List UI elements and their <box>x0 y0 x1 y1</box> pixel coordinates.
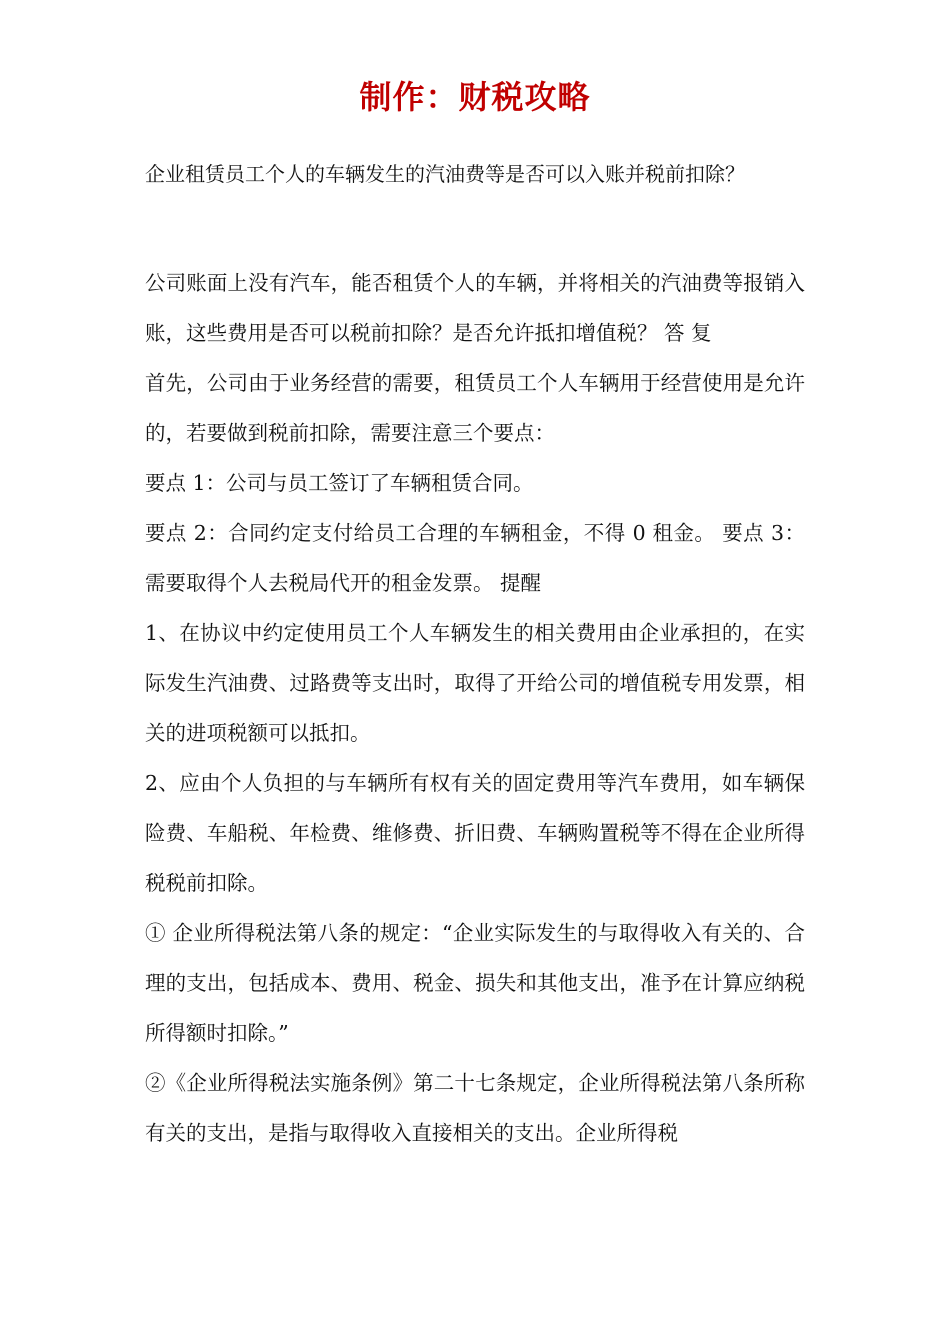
paragraph: 要点 1：公司与员工签订了车辆租赁合同。 <box>145 471 534 495</box>
paragraph: 首先，公司由于业务经营的需要，租赁员工个人车辆用于经营使用是允许的，若要做到税前扣除，需要注意三个要点： <box>145 371 805 445</box>
document-body <box>145 258 805 1158</box>
paragraph: ②《企业所得税法实施条例》第二十七条规定，企业所得税法第八条所称有关的支出，是指与取得收入直接相关的支出。企业所得税 <box>145 1071 805 1145</box>
paragraph: 2、应由个人负担的与车辆所有权有关的固定费用等汽车费用，如车辆保险费、车船税、年检费、维修费、折旧费、车辆购置税等不得在企业所得税税前扣除。 <box>145 771 805 895</box>
paragraph: ① 企业所得税法第八条的规定：“企业实际发生的与取得收入有关的、合理的支出，包括成本、费用、税金、损失和其他支出，准予在计算应纳税所得额时扣除。” <box>145 921 805 1045</box>
paragraph: 要点 2：合同约定支付给员工合理的车辆租金，不得 0 租金。 要点 3：需要取得个人去税局代开的租金发票。 提醒 <box>145 521 805 595</box>
document-title: 制作：财税攻略 <box>359 78 591 116</box>
paragraph: 公司账面上没有汽车，能否租赁个人的车辆，并将相关的汽油费等报销入账，这些费用是否可以税前扣除？是否允许抵扣增值税？ 答 复 <box>145 271 805 345</box>
question-heading: 企业租赁员工个人的车辆发生的汽油费等是否可以入账并税前扣除？ <box>145 162 745 186</box>
paragraph: 1、在协议中约定使用员工个人车辆发生的相关费用由企业承担的，在实际发生汽油费、过路费等支出时，取得了开给公司的增值税专用发票，相关的进项税额可以抵扣。 <box>145 621 805 745</box>
